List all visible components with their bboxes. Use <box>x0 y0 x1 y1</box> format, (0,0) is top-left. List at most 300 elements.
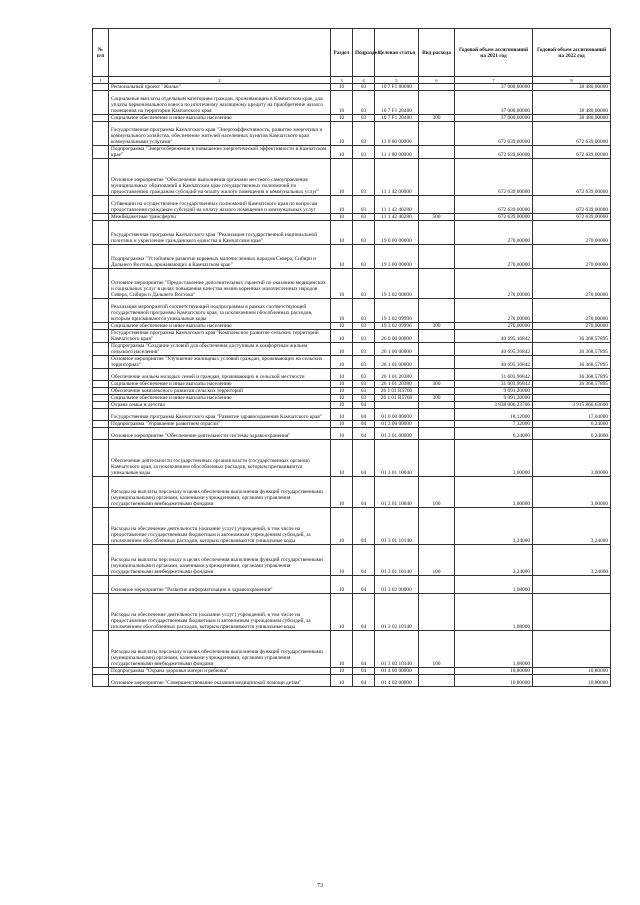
row-subsection-cell: 04 <box>353 594 375 631</box>
row-number-cell <box>93 343 109 356</box>
table-row <box>93 409 611 421</box>
row-subsection-cell: 03 <box>353 330 375 343</box>
row-target-cell: 26 1 01 R5760 <box>375 388 419 395</box>
row-volume-2021-cell: 3,00000 <box>455 477 533 508</box>
row-subsection-cell: 04 <box>353 631 375 668</box>
row-section-cell: 10 <box>331 421 353 428</box>
row-expense-type-cell: 100 <box>419 631 455 668</box>
header-section: Раздел <box>331 29 353 77</box>
row-expense-type-cell <box>419 84 455 91</box>
table-row <box>93 91 611 115</box>
row-expense-type-cell <box>419 159 455 196</box>
budget-table <box>92 28 611 687</box>
row-subsection-cell: 04 <box>353 409 375 421</box>
row-volume-2022-cell: 36 368,57895 <box>533 381 611 388</box>
row-name-cell: Государственная программа Камчатского края "Энергоэффективность, развитие энергетики и коммунального хозяйства, обеспечение жителей населенных пунктов Камчатского края коммунальными услугами" <box>109 122 331 146</box>
row-target-cell: 26 1 01 00000 <box>375 356 419 369</box>
table-row <box>93 84 611 91</box>
row-subsection-cell: 04 <box>353 675 375 687</box>
table-row <box>93 122 611 146</box>
row-name-cell: Социальное обеспечение и иные выплаты населению <box>109 395 331 402</box>
row-volume-2021-cell: 1,08000 <box>455 594 533 631</box>
row-target-cell: 10 7 F1 20400 <box>375 91 419 115</box>
row-volume-2022-cell: 270,00000 <box>533 299 611 323</box>
row-subsection-cell: 03 <box>353 369 375 381</box>
row-volume-2022-cell: 36 368,57895 <box>533 369 611 381</box>
row-subsection-cell: 04 <box>353 440 375 477</box>
row-name-cell: Основное мероприятие "Улучшение жилищных условий граждан, проживающих на сельских территориях" <box>109 356 331 369</box>
row-name-cell: Основное мероприятие "Развитие информатизации в здравоохранении" <box>109 576 331 594</box>
table-header-row <box>93 29 611 77</box>
row-volume-2021-cell: 270,00000 <box>455 323 533 330</box>
table-row <box>93 395 611 402</box>
row-volume-2021-cell: 9 091,20000 <box>455 388 533 395</box>
row-section-cell: 10 <box>331 269 353 299</box>
row-volume-2022-cell: 672 639,00000 <box>533 122 611 146</box>
row-section-cell: 10 <box>331 369 353 381</box>
row-number-cell <box>93 84 109 91</box>
row-target-cell: 19 3 00 00000 <box>375 245 419 269</box>
row-name-cell: Обеспечение деятельности государственных органов власти (государственных органов) Камчатского края, за исключением обособленных расходов, которым присваиваются уникальные коды <box>109 440 331 477</box>
row-subsection-cell: 03 <box>353 299 375 323</box>
row-name-cell: Региональный проект "Жилье" <box>109 84 331 91</box>
row-volume-2022-cell: 3,24000 <box>533 508 611 545</box>
row-volume-2022-cell: 270,00000 <box>533 269 611 299</box>
row-number-cell <box>93 381 109 388</box>
row-name-cell: Основное мероприятие "Совершенствование оказания медицинской помощи детям" <box>109 675 331 687</box>
row-name-cell: Расходы на обеспечение деятельности (оказание услуг) учреждений, в том числе на предоставление государственным бюджетным и автономным учреждениям субсидий, за исключением обособленных расходов, которым присваиваются уникальные коды <box>109 508 331 545</box>
row-name-cell: Подпрограмма "Охрана здоровья матери и ребенка" <box>109 668 331 675</box>
row-section-cell: 10 <box>331 323 353 330</box>
row-volume-2021-cell: 7,32000 <box>455 421 533 428</box>
row-expense-type-cell: 500 <box>419 214 455 221</box>
table-row <box>93 146 611 159</box>
row-number-cell <box>93 388 109 395</box>
header-volume-2021: Годовой объем ассигнований на 2021 год <box>455 29 533 77</box>
table-row <box>93 299 611 323</box>
row-number-cell <box>93 146 109 159</box>
row-number-cell <box>93 402 109 409</box>
header-volume-2022: Годовой объем ассигнований на 2022 год <box>533 29 611 77</box>
table-row <box>93 545 611 576</box>
row-name-cell: Расходы на выплаты персоналу в целях обеспечения выполнения функций государственными (муниципальными) органами, казенными учреждениями, органами управления государственными внебюджетными фондами <box>109 477 331 508</box>
row-subsection-cell: 03 <box>353 84 375 91</box>
row-expense-type-cell <box>419 356 455 369</box>
row-target-cell <box>375 402 419 409</box>
row-subsection-cell: 04 <box>353 508 375 545</box>
row-expense-type-cell: 300 <box>419 115 455 122</box>
row-volume-2021-cell: 672 639,00000 <box>455 146 533 159</box>
row-name-cell: Основное мероприятие "Предоставление дополнительных гарантий по оказанию медицинских и социальных услуг в целях повышения качества жизни коренных малочисленных народов Севера, Сибири и Дальнего Востока" <box>109 269 331 299</box>
row-volume-2021-cell: 3,24000 <box>455 508 533 545</box>
row-volume-2021-cell: 270,00000 <box>455 221 533 245</box>
row-expense-type-cell <box>419 421 455 428</box>
column-number: 1 <box>93 77 109 84</box>
row-section-cell: 10 <box>331 146 353 159</box>
row-volume-2022-cell: 270,00000 <box>533 245 611 269</box>
row-target-cell: 19 3 02 09996 <box>375 299 419 323</box>
row-subsection-cell: 03 <box>353 91 375 115</box>
row-target-cell: 11 1 42 40280 <box>375 196 419 214</box>
header-target: Целевая статья <box>375 29 419 77</box>
row-section-cell: 10 <box>331 115 353 122</box>
row-section-cell: 10 <box>331 428 353 440</box>
row-section-cell: 10 <box>331 221 353 245</box>
row-name-cell: Межбюджетные трансферты <box>109 214 331 221</box>
row-name-cell: Обеспечение жильем молодых семей и граждан, проживающих в сельской местности <box>109 369 331 381</box>
column-number: 4 <box>353 77 375 84</box>
row-expense-type-cell <box>419 576 455 594</box>
row-volume-2021-cell: 672 639,00000 <box>455 214 533 221</box>
table-row <box>93 381 611 388</box>
row-section-cell: 10 <box>331 631 353 668</box>
row-target-cell: 26 1 01 20380 <box>375 381 419 388</box>
row-expense-type-cell <box>419 221 455 245</box>
row-number-cell <box>93 245 109 269</box>
row-target-cell: 01 3 02 10140 <box>375 594 419 631</box>
row-target-cell: 01 4 00 00000 <box>375 668 419 675</box>
column-number: 7 <box>455 77 533 84</box>
row-volume-2021-cell: 10,80000 <box>455 668 533 675</box>
row-volume-2021-cell: 40 695,16842 <box>455 343 533 356</box>
row-volume-2021-cell: 270,00000 <box>455 245 533 269</box>
table-row <box>93 576 611 594</box>
row-volume-2022-cell <box>533 576 611 594</box>
table-row <box>93 675 611 687</box>
row-expense-type-cell <box>419 369 455 381</box>
row-target-cell: 19 0 00 00000 <box>375 221 419 245</box>
column-number: 6 <box>419 77 455 84</box>
row-section-cell: 10 <box>331 395 353 402</box>
row-section-cell: 10 <box>331 388 353 395</box>
row-volume-2021-cell: 270,00000 <box>455 299 533 323</box>
row-expense-type-cell <box>419 668 455 675</box>
table-row <box>93 323 611 330</box>
row-volume-2022-cell: 36 368,57895 <box>533 343 611 356</box>
row-volume-2021-cell: 1,08000 <box>455 576 533 594</box>
row-number-cell <box>93 196 109 214</box>
header-expense-type: Вид расхода <box>419 29 455 77</box>
row-target-cell: 10 7 F1 20400 <box>375 115 419 122</box>
column-number: 2 <box>109 77 331 84</box>
table-row <box>93 508 611 545</box>
row-subsection-cell: 04 <box>353 545 375 576</box>
row-volume-2021-cell: 3,24000 <box>455 545 533 576</box>
table-row <box>93 421 611 428</box>
row-volume-2021-cell: 3,00000 <box>455 440 533 477</box>
header-subsection: Подраздел <box>353 29 375 77</box>
table-row <box>93 159 611 196</box>
table-row <box>93 343 611 356</box>
row-volume-2021-cell: 672 639,00000 <box>455 196 533 214</box>
row-expense-type-cell <box>419 299 455 323</box>
row-subsection-cell: 04 <box>353 402 375 409</box>
table-row <box>93 245 611 269</box>
row-target-cell: 01 3 02 10140 <box>375 631 419 668</box>
row-subsection-cell: 03 <box>353 146 375 159</box>
row-name-cell: Субвенции на осуществление государственных полномочий Камчатского края по вопросам предоставления гражданам субсидий на оплату жилого помещения и коммунальных услуг <box>109 196 331 214</box>
row-target-cell: 01 3 00 00000 <box>375 421 419 428</box>
row-volume-2022-cell: 36 368,57895 <box>533 356 611 369</box>
row-volume-2022-cell: 3,00000 <box>533 440 611 477</box>
row-expense-type-cell <box>419 245 455 269</box>
row-volume-2021-cell: 9 091,20000 <box>455 395 533 402</box>
row-target-cell: 26 1 01 20380 <box>375 369 419 381</box>
row-target-cell: 01 3 01 10040 <box>375 477 419 508</box>
row-subsection-cell: 03 <box>353 381 375 388</box>
row-volume-2021-cell: 37 000,00000 <box>455 115 533 122</box>
row-number-cell <box>93 421 109 428</box>
row-volume-2021-cell: 40 695,16842 <box>455 330 533 343</box>
table-row <box>93 221 611 245</box>
row-expense-type-cell <box>419 122 455 146</box>
row-subsection-cell: 04 <box>353 576 375 594</box>
row-volume-2022-cell: 672 639,00000 <box>533 214 611 221</box>
row-volume-2022-cell: 3,24000 <box>533 545 611 576</box>
column-number: 5 <box>375 77 419 84</box>
table-row <box>93 369 611 381</box>
page-number: 73 <box>317 883 323 889</box>
row-volume-2022-cell: 6,24000 <box>533 421 611 428</box>
row-expense-type-cell <box>419 402 455 409</box>
row-number-cell <box>93 631 109 668</box>
column-number: 8 <box>533 77 611 84</box>
row-name-cell: Подпрограмма "Энергосбережение и повышение энергетической эффективности в Камчатском крае" <box>109 146 331 159</box>
row-volume-2021-cell: 672 639,00000 <box>455 159 533 196</box>
row-section-cell: 10 <box>331 84 353 91</box>
row-subsection-cell: 03 <box>353 159 375 196</box>
row-target-cell: 11 1 42 40280 <box>375 214 419 221</box>
row-volume-2022-cell: 672 639,00000 <box>533 196 611 214</box>
row-section-cell: 10 <box>331 594 353 631</box>
row-number-cell <box>93 122 109 146</box>
row-number-cell <box>93 395 109 402</box>
row-expense-type-cell: 100 <box>419 545 455 576</box>
row-section-cell: 10 <box>331 343 353 356</box>
row-expense-type-cell <box>419 428 455 440</box>
row-volume-2022-cell <box>533 388 611 395</box>
row-name-cell: Подпрограмма "Устойчивое развитие коренных малочисленных народов Севера, Сибири и Дальнего Востока, проживающих в Камчатском крае" <box>109 245 331 269</box>
row-number-cell <box>93 545 109 576</box>
table-body <box>93 84 611 687</box>
row-target-cell: 01 0 00 00000 <box>375 409 419 421</box>
row-expense-type-cell <box>419 330 455 343</box>
row-volume-2022-cell: 270,00000 <box>533 221 611 245</box>
table-row <box>93 356 611 369</box>
row-volume-2022-cell: 38 480,00000 <box>533 91 611 115</box>
row-volume-2021-cell: 270,00000 <box>455 269 533 299</box>
row-section-cell: 10 <box>331 159 353 196</box>
row-expense-type-cell <box>419 196 455 214</box>
row-volume-2021-cell: 37 000,00000 <box>455 84 533 91</box>
row-name-cell: Расходы на выплаты персоналу в целях обеспечения выполнения функций государственными (муниципальными) органами, казенными учреждениями, органами управления государственными внебюджетными фондами <box>109 545 331 576</box>
table-row <box>93 428 611 440</box>
row-target-cell: 19 3 02 09996 <box>375 323 419 330</box>
row-target-cell: 11 0 00 00000 <box>375 122 419 146</box>
row-subsection-cell: 03 <box>353 122 375 146</box>
row-volume-2022-cell: 10,80000 <box>533 675 611 687</box>
row-expense-type-cell <box>419 675 455 687</box>
row-name-cell: Расходы на обеспечение деятельности (оказание услуг) учреждений, в том числе на предоставление государственным бюджетным и автономным учреждениям субсидий, за исключением обособленных расходов, которым присваиваются уникальные коды <box>109 594 331 631</box>
row-name-cell: Основное мероприятие "Обеспечение выполнения органами местного самоуправления муниципальных образований в Камчатском крае государственных полномочий по предоставлению гражданам субсидий на оплату жилого помещения и коммунальных услуг" <box>109 159 331 196</box>
row-number-cell <box>93 428 109 440</box>
row-section-cell: 10 <box>331 409 353 421</box>
row-volume-2022-cell <box>533 631 611 668</box>
row-volume-2021-cell: 31 603,96842 <box>455 381 533 388</box>
row-volume-2021-cell: 31 603,96842 <box>455 369 533 381</box>
row-subsection-cell: 03 <box>353 214 375 221</box>
row-volume-2022-cell: 270,00000 <box>533 323 611 330</box>
table-row <box>93 214 611 221</box>
table-row <box>93 402 611 409</box>
table-row <box>93 668 611 675</box>
row-expense-type-cell <box>419 388 455 395</box>
row-volume-2022-cell: 6,24000 <box>533 428 611 440</box>
row-number-cell <box>93 440 109 477</box>
row-name-cell: Социальное обеспечение и иные выплаты населению <box>109 381 331 388</box>
row-section-cell: 10 <box>331 214 353 221</box>
row-expense-type-cell: 100 <box>419 477 455 508</box>
row-expense-type-cell: 300 <box>419 323 455 330</box>
row-section-cell: 10 <box>331 245 353 269</box>
row-number-cell <box>93 299 109 323</box>
row-volume-2022-cell: 3,00000 <box>533 477 611 508</box>
row-name-cell: Расходы на выплаты персоналу в целях обеспечения выполнения функций государственными (муниципальными) органами, казенными учреждениями, органами управления государственными внебюджетными фондами <box>109 631 331 668</box>
row-number-cell <box>93 330 109 343</box>
table-row <box>93 440 611 477</box>
row-expense-type-cell <box>419 440 455 477</box>
row-section-cell: 10 <box>331 91 353 115</box>
row-number-cell <box>93 91 109 115</box>
row-section-cell: 10 <box>331 576 353 594</box>
row-volume-2021-cell: 1,08000 <box>455 631 533 668</box>
row-section-cell: 10 <box>331 440 353 477</box>
row-subsection-cell: 03 <box>353 269 375 299</box>
row-expense-type-cell <box>419 594 455 631</box>
row-number-cell <box>93 115 109 122</box>
row-subsection-cell: 04 <box>353 668 375 675</box>
row-subsection-cell: 03 <box>353 115 375 122</box>
row-name-cell: Обеспечение комплексного развития сельских территорий <box>109 388 331 395</box>
row-section-cell: 10 <box>331 402 353 409</box>
row-volume-2022-cell: 672 639,00000 <box>533 146 611 159</box>
row-target-cell: 01 3 01 10040 <box>375 440 419 477</box>
header-num: № п/п <box>93 29 109 77</box>
row-name-cell: Подпрограмма "Создание условий для обеспечения доступным и комфортным жильем сельского населения" <box>109 343 331 356</box>
row-volume-2021-cell: 37 000,00000 <box>455 91 533 115</box>
row-volume-2022-cell: 672 639,00000 <box>533 159 611 196</box>
row-subsection-cell: 03 <box>353 356 375 369</box>
row-volume-2021-cell: 3 838 006,23706 <box>455 402 533 409</box>
column-numbers-row <box>93 77 611 84</box>
row-section-cell: 10 <box>331 508 353 545</box>
table-row <box>93 196 611 214</box>
row-volume-2021-cell: 10,80000 <box>455 675 533 687</box>
row-subsection-cell: 04 <box>353 477 375 508</box>
row-target-cell: 01 3 01 10140 <box>375 545 419 576</box>
row-target-cell: 26 1 01 R5760 <box>375 395 419 402</box>
row-expense-type-cell <box>419 508 455 545</box>
row-expense-type-cell <box>419 269 455 299</box>
row-section-cell: 10 <box>331 675 353 687</box>
row-number-cell <box>93 323 109 330</box>
row-name-cell: Социальное обеспечение и иные выплаты населению <box>109 323 331 330</box>
row-name-cell: Государственная программа Камчатского края "Комплексное развитие сельских территорий Камчатского края" <box>109 330 331 343</box>
row-number-cell <box>93 356 109 369</box>
row-section-cell: 10 <box>331 122 353 146</box>
row-volume-2021-cell: 18,12000 <box>455 409 533 421</box>
row-name-cell: Охрана семьи и детства <box>109 402 331 409</box>
row-name-cell: Подпрограмма "Управление развитием отрасли" <box>109 421 331 428</box>
row-number-cell <box>93 508 109 545</box>
row-section-cell: 10 <box>331 477 353 508</box>
row-expense-type-cell <box>419 146 455 159</box>
row-target-cell: 10 7 F1 00000 <box>375 84 419 91</box>
row-volume-2022-cell: 36 368,57895 <box>533 330 611 343</box>
row-volume-2021-cell: 672 639,00000 <box>455 122 533 146</box>
row-subsection-cell: 03 <box>353 221 375 245</box>
row-volume-2022-cell: 10,80000 <box>533 668 611 675</box>
row-target-cell: 26 0 00 00000 <box>375 330 419 343</box>
row-number-cell <box>93 369 109 381</box>
table-row <box>93 477 611 508</box>
row-target-cell: 01 3 02 00000 <box>375 576 419 594</box>
row-number-cell <box>93 477 109 508</box>
row-expense-type-cell <box>419 343 455 356</box>
table-row <box>93 269 611 299</box>
row-number-cell <box>93 221 109 245</box>
row-section-cell: 10 <box>331 668 353 675</box>
row-name-cell: Социальные выплаты отдельным категориям граждан, проживающим в Камчатском крае, для уплаты первоначального взноса по ипотечному жилищному кредиту на приобретение жилого помещения на территории Камчатского края <box>109 91 331 115</box>
row-name-cell: Социальное обеспечение и иные выплаты населению <box>109 115 331 122</box>
table-row <box>93 594 611 631</box>
table-row <box>93 115 611 122</box>
row-section-cell: 10 <box>331 545 353 576</box>
table-row <box>93 631 611 668</box>
row-number-cell <box>93 576 109 594</box>
table-row <box>93 330 611 343</box>
row-volume-2022-cell: 3 915 866,63600 <box>533 402 611 409</box>
row-number-cell <box>93 675 109 687</box>
row-subsection-cell: 03 <box>353 323 375 330</box>
row-number-cell <box>93 409 109 421</box>
row-name-cell: Государственная программа Камчатского края "Развитие здравоохранения Камчатского края" <box>109 409 331 421</box>
row-name-cell: Государственная программа Камчатского края "Реализация государственной национальной политики и укрепление гражданского единства в Камчатском крае" <box>109 221 331 245</box>
row-subsection-cell: 03 <box>353 395 375 402</box>
row-subsection-cell: 04 <box>353 421 375 428</box>
row-number-cell <box>93 269 109 299</box>
row-volume-2022-cell: 38 480,00000 <box>533 84 611 91</box>
row-number-cell <box>93 594 109 631</box>
row-subsection-cell: 03 <box>353 245 375 269</box>
row-expense-type-cell: 300 <box>419 395 455 402</box>
row-section-cell: 10 <box>331 299 353 323</box>
row-target-cell: 19 3 02 00000 <box>375 269 419 299</box>
table-row <box>93 388 611 395</box>
row-volume-2021-cell: 6,24000 <box>455 428 533 440</box>
header-name <box>109 29 331 77</box>
row-section-cell: 10 <box>331 196 353 214</box>
row-target-cell: 01 3 01 10140 <box>375 508 419 545</box>
row-volume-2022-cell <box>533 594 611 631</box>
column-number: 3 <box>331 77 353 84</box>
row-target-cell: 26 1 00 00000 <box>375 343 419 356</box>
row-subsection-cell: 04 <box>353 428 375 440</box>
row-subsection-cell: 03 <box>353 196 375 214</box>
row-volume-2021-cell: 40 695,16842 <box>455 356 533 369</box>
row-number-cell <box>93 668 109 675</box>
row-subsection-cell: 03 <box>353 343 375 356</box>
